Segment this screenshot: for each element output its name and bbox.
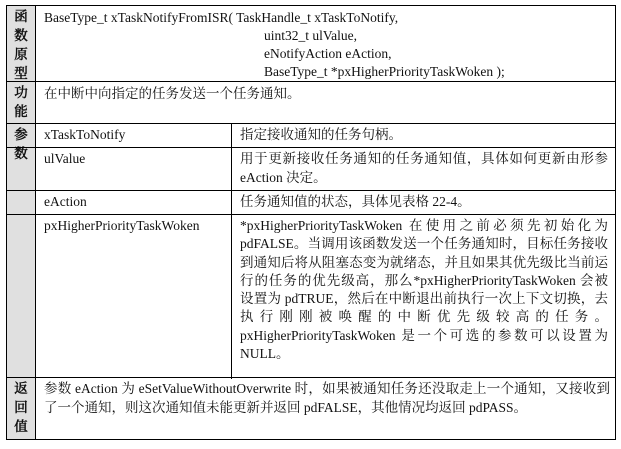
return-description: 参数 eAction 为 eSetValueWithoutOverwrite 时，如果被通知任务还没取走上一个通知，又接收到了一个通知，则这次通知值未能更新并返回 pdFALSE，其他情况均返回 pdPASS。	[44, 381, 610, 415]
prototype-header	[6, 6, 36, 82]
header-char: 数	[14, 28, 28, 44]
function-header	[6, 82, 36, 124]
signature-line-2: uint32_t ulValue,	[264, 28, 357, 43]
header-char: 功	[14, 85, 28, 101]
param-name: pxHigherPriorityTaskWoken	[36, 215, 232, 379]
param-row	[6, 214, 616, 379]
prototype-signature	[44, 9, 610, 81]
header-char: 能	[14, 104, 28, 120]
signature-line-3: eNotifyAction eAction,	[264, 46, 392, 61]
param-name: ulValue	[36, 148, 232, 191]
header-char: 回	[14, 400, 28, 416]
signature-line-4: BaseType_t *pxHigherPriorityTaskWoken );	[264, 64, 505, 79]
api-doc-table	[6, 5, 616, 438]
return-header	[6, 378, 36, 439]
header-char: 值	[14, 419, 28, 435]
header-char: 原	[14, 47, 28, 63]
param-desc: 用于更新接收任务通知的任务通知值，具体如何更新由形参 eAction 决定。	[240, 151, 608, 185]
param-desc: 指定接收通知的任务句柄。	[240, 127, 402, 142]
prototype-row	[6, 5, 616, 82]
params-section	[6, 123, 616, 378]
param-row	[6, 124, 616, 147]
param-name: xTaskToNotify	[36, 124, 232, 147]
function-row	[6, 81, 616, 124]
param-row	[6, 190, 616, 215]
param-name: eAction	[36, 191, 232, 215]
header-char: 数	[14, 146, 28, 162]
header-char: 参	[14, 127, 28, 143]
function-description: 在中断中向指定的任务发送一个任务通知。	[44, 86, 301, 101]
header-char: 返	[14, 381, 28, 397]
header-char: 型	[14, 66, 28, 82]
param-desc: *pxHigherPriorityTaskWoken 在使用之前必须先初始化为 pdFALSE。当调用该函数发送一个任务通知时，目标任务接收到通知后将从阻塞态变为就绪态，并且如果其优先级比当前运行的任务的优先级高，那么*pxHigherPriorityTaskWoken 会被设置为 pdTRUE，然后在中断退出前执行一次上下文切换，去执行刚刚被唤醒的中断优先级较高的任务。pxHigherPriorityTaskWoken 是一个可选的参数可以设置为 NULL。	[240, 218, 608, 362]
signature-line-1: BaseType_t xTaskNotifyFromISR( TaskHandle_t xTaskToNotify,	[44, 10, 399, 25]
return-row	[6, 377, 616, 440]
param-desc: 任务通知值的状态，具体见表格 22-4。	[240, 194, 471, 209]
param-row	[6, 147, 616, 191]
header-char: 函	[14, 9, 28, 25]
